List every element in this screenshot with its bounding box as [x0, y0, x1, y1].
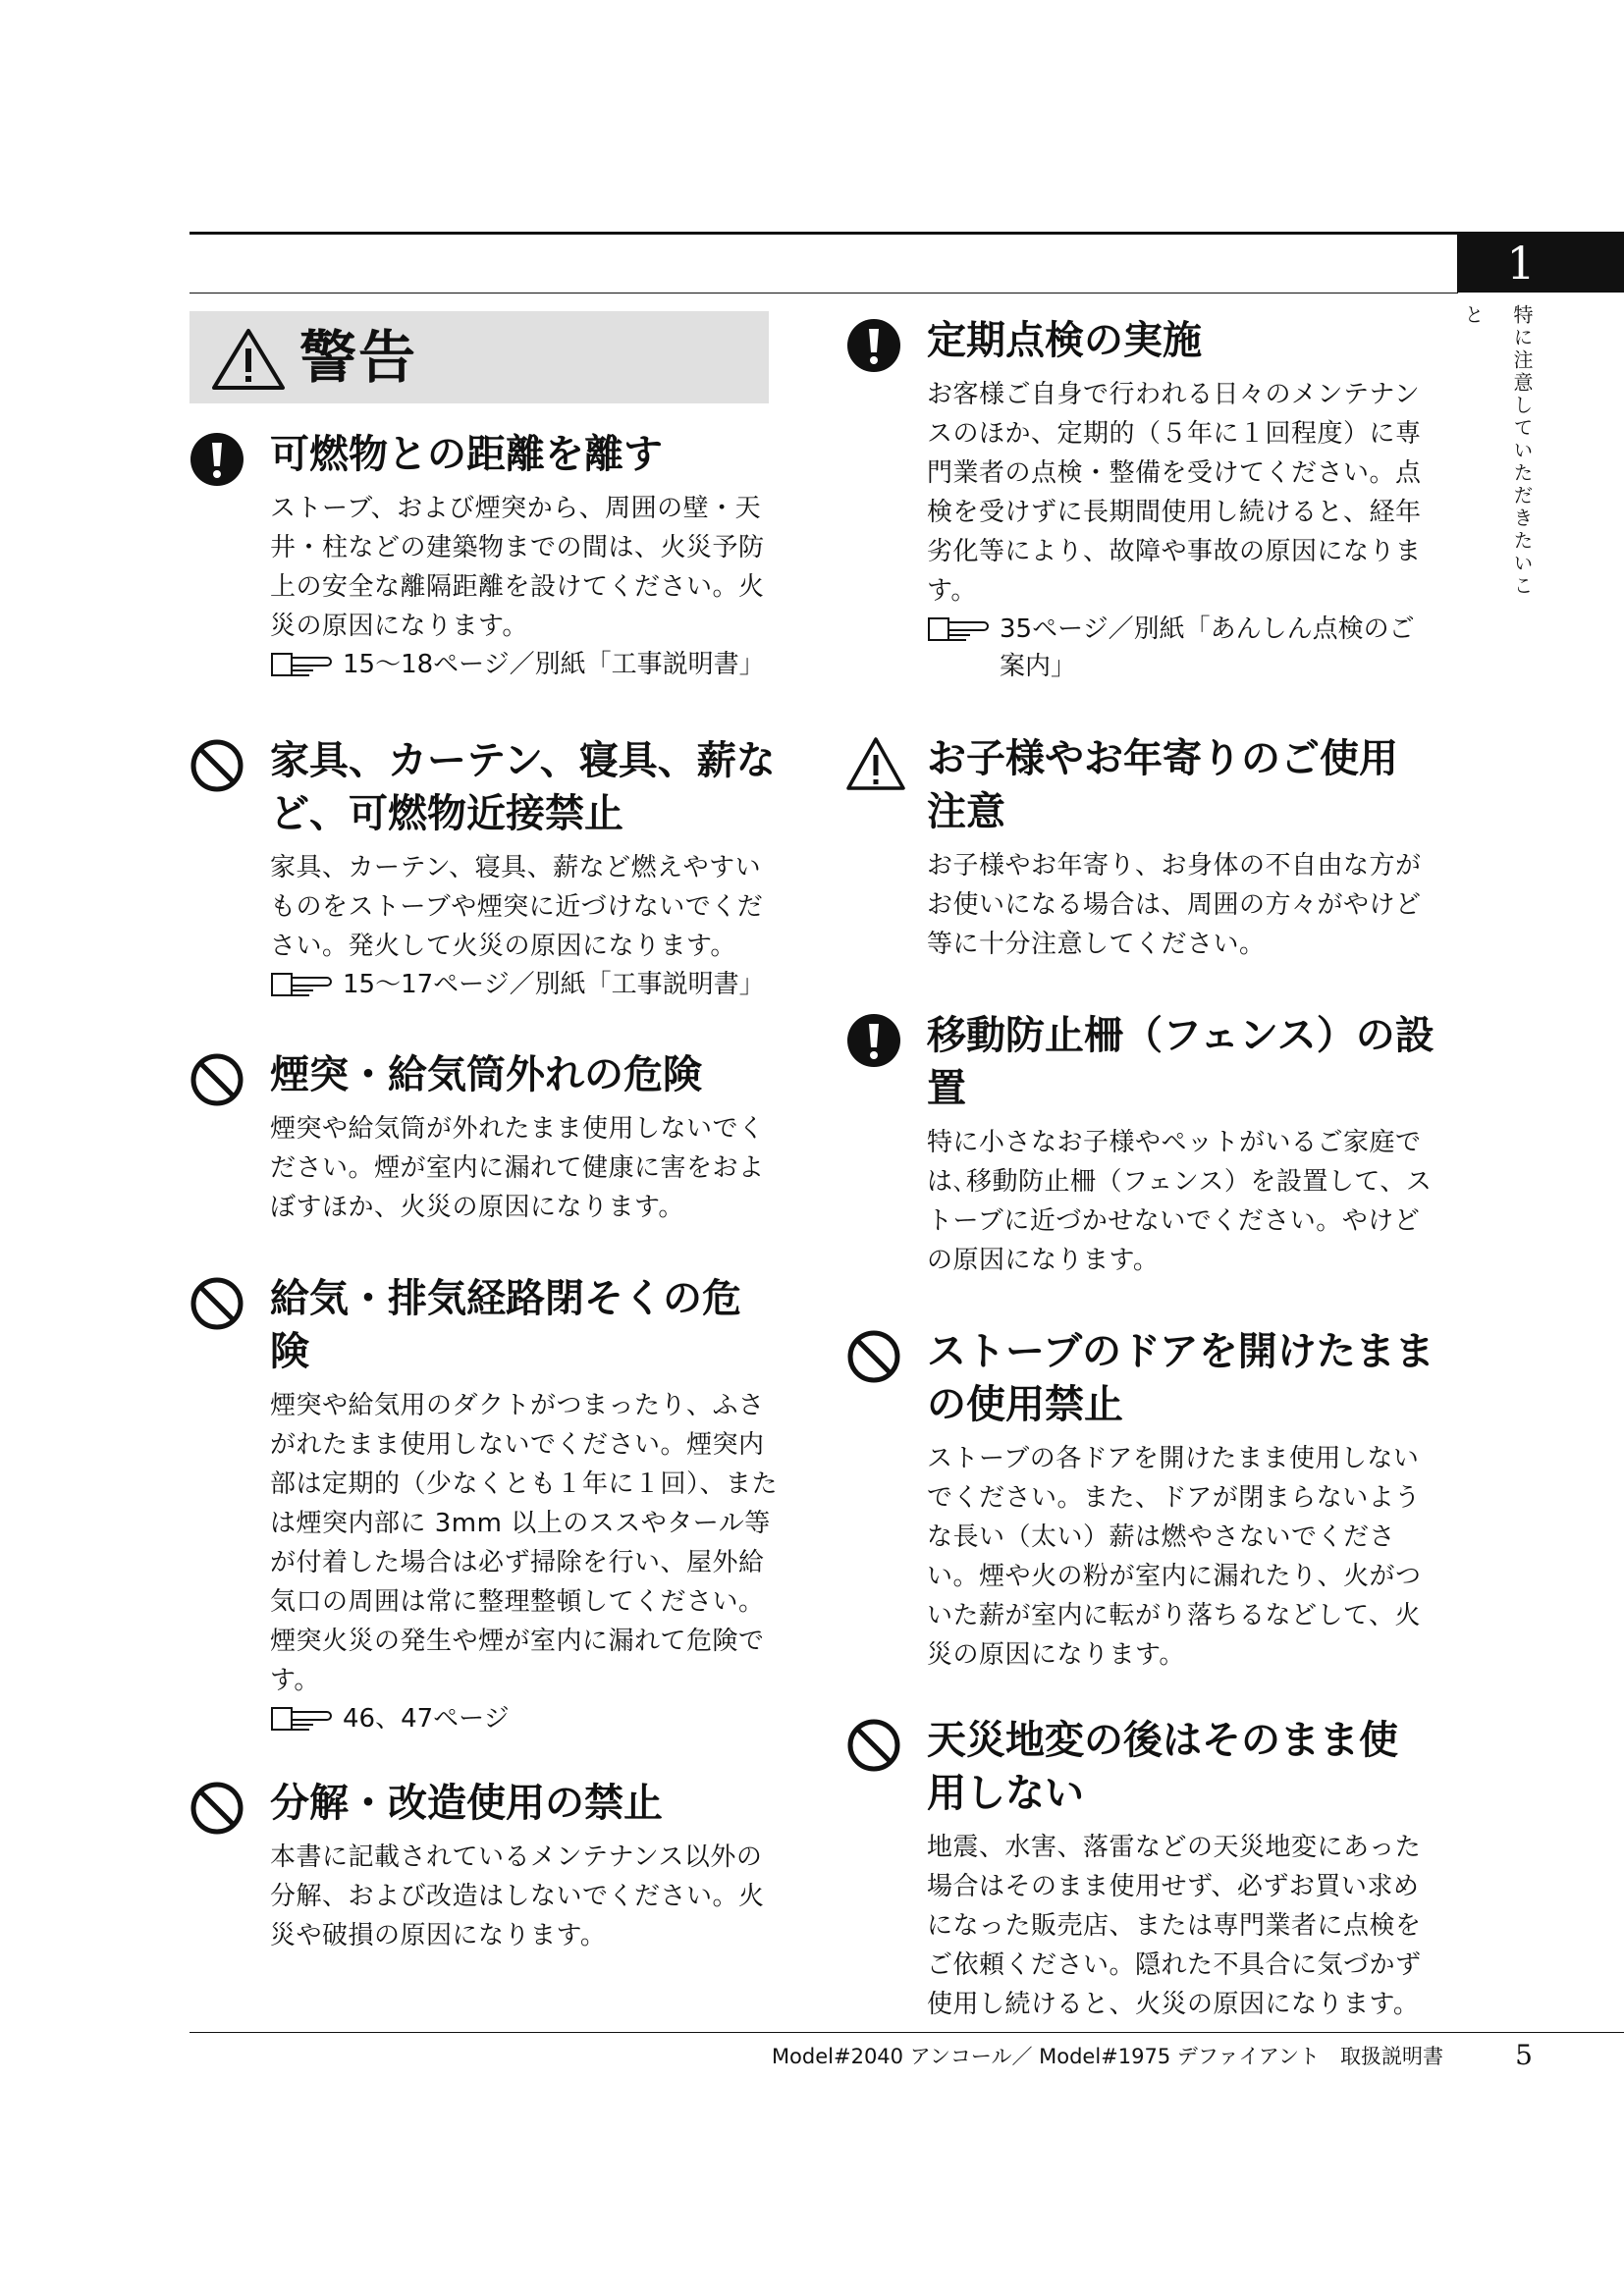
warning-section [846, 1325, 1435, 1675]
chapter-side-title: 特に注意していただきたいこと [1461, 304, 1534, 598]
warning-section [189, 1048, 779, 1227]
page-reference [270, 1700, 779, 1737]
page-reference-text: 35ページ／別紙「あんしん点検のご案内」 [1000, 614, 1415, 681]
warning-section [846, 1714, 1435, 2024]
section-title: 定期点検の実施 [927, 318, 1202, 363]
exclamation-icon [846, 318, 901, 373]
section-title: 家具、カーテン、寝具、薪など、可燃物近接禁止 [270, 738, 776, 836]
warning-section [846, 314, 1435, 685]
warning-section [846, 1009, 1435, 1280]
section-body: お子様やお年寄り、お身体の不自由な方がお使いになる場合は、周囲の方々がやけど等に十分注意してください。 [927, 851, 1422, 959]
warning-section [189, 734, 779, 1003]
page-reference-text: 15～17ページ／別紙「工事説明書」 [343, 970, 765, 999]
exclamation-icon [846, 1013, 901, 1068]
section-body: ストーブ、および煙突から、周囲の壁・天井・柱などの建築物までの間は、火災予防上の安全な離隔距離を設けてください。火災の原因になります。 [270, 494, 765, 641]
section-title: 給気・排気経路閉そくの危険 [270, 1276, 741, 1374]
caution-triangle-icon [846, 736, 901, 791]
warning-section [846, 732, 1435, 964]
section-body: 特に小さなお子様やペットがいるご家庭では､移動防止柵（フェンス）を設置して、ストーブに近づかせないでください。やけどの原因になります。 [927, 1128, 1433, 1275]
warning-label: 警告 [299, 324, 418, 391]
section-body: 本書に記載されているメンテナンス以外の分解、および改造はしないでください。火災や破損の原因になります。 [270, 1842, 765, 1950]
prohibition-icon [189, 1781, 244, 1836]
page-reference [270, 966, 779, 1003]
warning-banner [189, 311, 769, 403]
section-title: 可燃物との距離を離す [270, 432, 663, 477]
warning-section [189, 1777, 779, 1955]
section-body: 地震、水害、落雷などの天災地変にあった場合はそのまま使用せず、必ずお買い求めになった販売店、または専門業者に点検をご依頼ください。隠れた不具合に気づかず使用し続けると、火災の原因になります。 [927, 1833, 1422, 2019]
section-title: ストーブのドアを開けたままの使用禁止 [927, 1329, 1435, 1427]
page-reference [270, 646, 779, 683]
right-column [846, 314, 1435, 2024]
section-title: 移動防止柵（フェンス）の設置 [927, 1013, 1435, 1111]
section-title: お子様やお年寄りのご使用注意 [927, 736, 1398, 834]
page-reference-text: 46、47ページ [343, 1704, 510, 1734]
section-body: 煙突や給気用のダクトがつまったり、ふさがれたまま使用しないでください。煙突内部は定期的（少なくとも１年に１回）、または煙突内部に 3mm 以上のススやタール等が付着した場合は必ず掃除を行い、屋外給気口の周囲は常に整理整頓してください。煙突火災の発生や煙が室内に漏れて危険です。 [270, 1391, 779, 1695]
warning-triangle-icon [211, 327, 286, 392]
warning-section [189, 1272, 779, 1737]
prohibition-icon [846, 1718, 901, 1773]
left-column [189, 428, 779, 1955]
section-body: 煙突や給気筒が外れたまま使用しないでください。煙が室内に漏れて健康に害をおよぼすほか、火災の原因になります。 [270, 1114, 765, 1222]
section-title: 煙突・給気筒外れの危険 [270, 1052, 702, 1097]
warning-section [189, 428, 779, 683]
section-title: 分解・改造使用の禁止 [270, 1781, 663, 1826]
page-reference [927, 611, 1435, 685]
prohibition-icon [189, 1276, 244, 1331]
bottom-rule [189, 2032, 1624, 2033]
footer-text: Model#2040 アンコール／ Model#1975 デファイアント 取扱説明書 [771, 2045, 1443, 2068]
page-reference-text: 15～18ページ／別紙「工事説明書」 [343, 650, 765, 679]
top-rule-thin [189, 293, 1458, 294]
prohibition-icon [189, 738, 244, 793]
prohibition-icon [846, 1329, 901, 1384]
section-body: 家具、カーテン、寝具、薪など燃えやすいものをストーブや煙突に近づけないでください。発火して火災の原因になります。 [270, 853, 764, 961]
page-number: 5 [1515, 2039, 1533, 2071]
section-body: お客様ご自身で行われる日々のメンテナンスのほか、定期的（５年に１回程度）に専門業者の点検・整備を受けてください。点検を受けずに長期間使用し続けると、経年劣化等により、故障や事故の原因になります。 [927, 380, 1422, 606]
section-title: 天災地変の後はそのまま使用しない [927, 1718, 1398, 1816]
section-body: ストーブの各ドアを開けたまま使用しないでください。また、ドアが閉まらないような長い（太い）薪は燃やさないでください。煙や火の粉が室内に漏れたり、火がついた薪が室内に転がり落ちるなどして、火災の原因になります。 [927, 1444, 1422, 1670]
chapter-number: 1 [1506, 237, 1536, 290]
exclamation-icon [189, 432, 244, 487]
prohibition-icon [189, 1052, 244, 1107]
top-rule-thick [189, 232, 1624, 235]
